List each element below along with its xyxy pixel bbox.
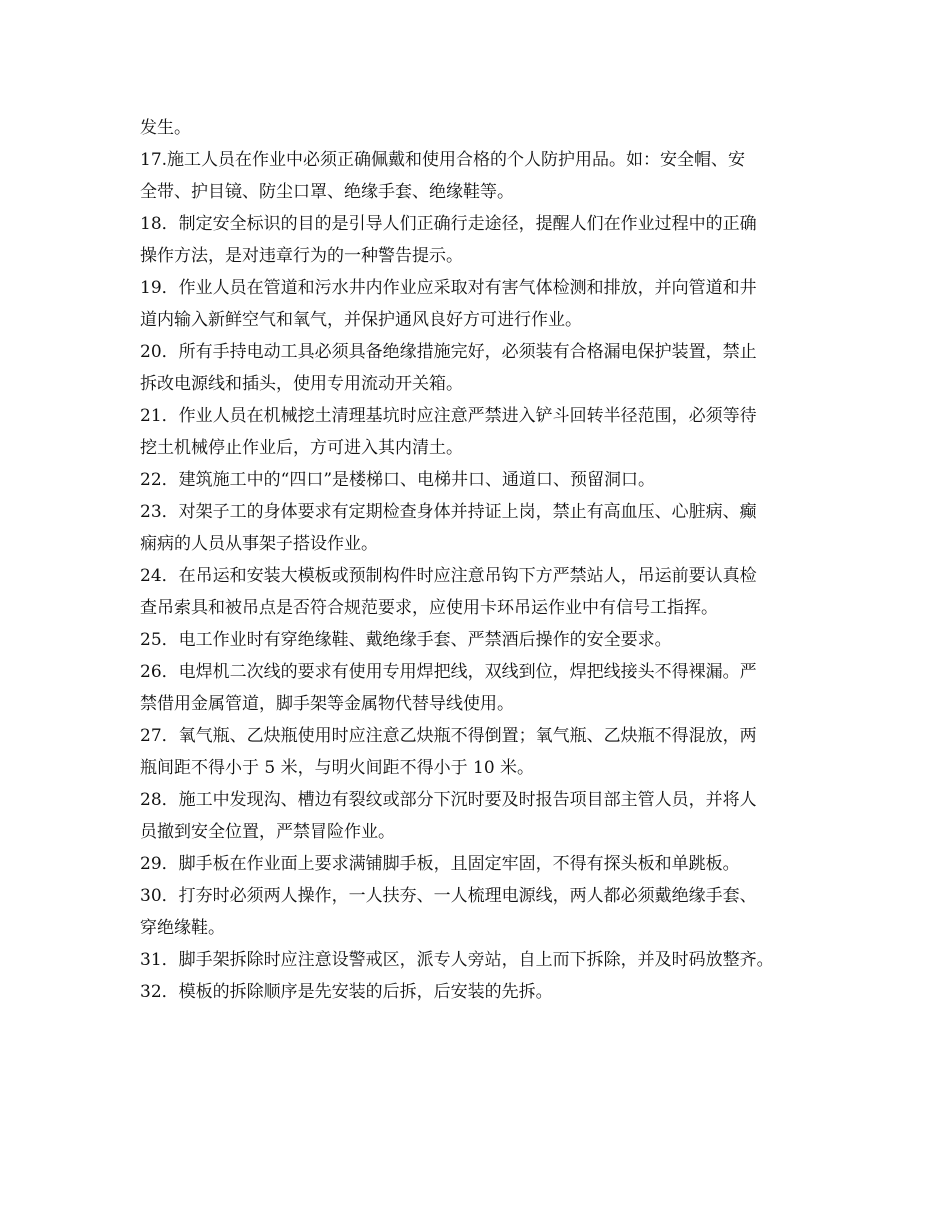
text-line: 17.施工人员在作业中必须正确佩戴和使用合格的个人防护用品。如：安全帽、安	[140, 150, 746, 170]
text-line: 拆改电源线和插头，使用专用流动开关箱。	[140, 374, 463, 394]
text-line: 发生。	[140, 118, 191, 138]
text-line: 瓶间距不得小于 5 米，与明火间距不得小于 10 米。	[140, 758, 535, 778]
text-line: 27．氧气瓶、乙炔瓶使用时应注意乙炔瓶不得倒置；氧气瓶、乙炔瓶不得混放，两	[140, 726, 757, 746]
text-line: 23．对架子工的身体要求有定期检查身体并持证上岗，禁止有高血压、心脏病、癫	[140, 502, 757, 522]
text-line: 30．打夯时必须两人操作，一人扶夯、一人梳理电源线，两人都必须戴绝缘手套、	[140, 886, 757, 906]
text-line: 19．作业人员在管道和污水井内作业应采取对有害气体检测和排放，并向管道和井	[140, 278, 757, 298]
text-line: 痫病的人员从事架子搭设作业。	[140, 534, 378, 554]
text-line: 18．制定安全标识的目的是引导人们正确行走途径，提醒人们在作业过程中的正确	[140, 214, 757, 234]
text-line: 31．脚手架拆除时应注意设警戒区，派专人旁站，自上而下拆除，并及时码放整齐。	[140, 950, 774, 970]
text-line: 道内输入新鲜空气和氧气，并保护通风良好方可进行作业。	[140, 310, 582, 330]
text-line: 员撤到安全位置，严禁冒险作业。	[140, 822, 395, 842]
text-line: 全带、护目镜、防尘口罩、绝缘手套、绝缘鞋等。	[140, 182, 514, 202]
text-line: 29．脚手板在作业面上要求满铺脚手板，且固定牢固，不得有探头板和单跳板。	[140, 854, 740, 874]
text-line: 21．作业人员在机械挖土清理基坑时应注意严禁进入铲斗回转半径范围，必须等待	[140, 406, 757, 426]
text-line: 28．施工中发现沟、槽边有裂纹或部分下沉时要及时报告项目部主管人员，并将人	[140, 790, 757, 810]
text-line: 25．电工作业时有穿绝缘鞋、戴绝缘手套、严禁酒后操作的安全要求。	[140, 630, 672, 650]
text-line: 查吊索具和被吊点是否符合规范要求，应使用卡环吊运作业中有信号工指挥。	[140, 598, 718, 618]
text-line: 20．所有手持电动工具必须具备绝缘措施完好，必须装有合格漏电保护装置，禁止	[140, 342, 757, 362]
text-line: 24．在吊运和安装大模板或预制构件时应注意吊钩下方严禁站人，吊运前要认真检	[140, 566, 757, 586]
text-line: 操作方法，是对违章行为的一种警告提示。	[140, 246, 463, 266]
text-line: 26．电焊机二次线的要求有使用专用焊把线，双线到位，焊把线接头不得裸漏。严	[140, 662, 757, 682]
text-line: 32．模板的拆除顺序是先安装的后拆，后安装的先拆。	[140, 982, 553, 1002]
text-line: 禁借用金属管道，脚手架等金属物代替导线使用。	[140, 694, 514, 714]
text-line: 穿绝缘鞋。	[140, 918, 225, 938]
text-line: 22．建筑施工中的“四口”是楼梯口、电梯井口、通道口、预留洞口。	[140, 470, 656, 490]
text-line: 挖土机械停止作业后，方可进入其内清土。	[140, 438, 463, 458]
document-body	[140, 112, 830, 1008]
